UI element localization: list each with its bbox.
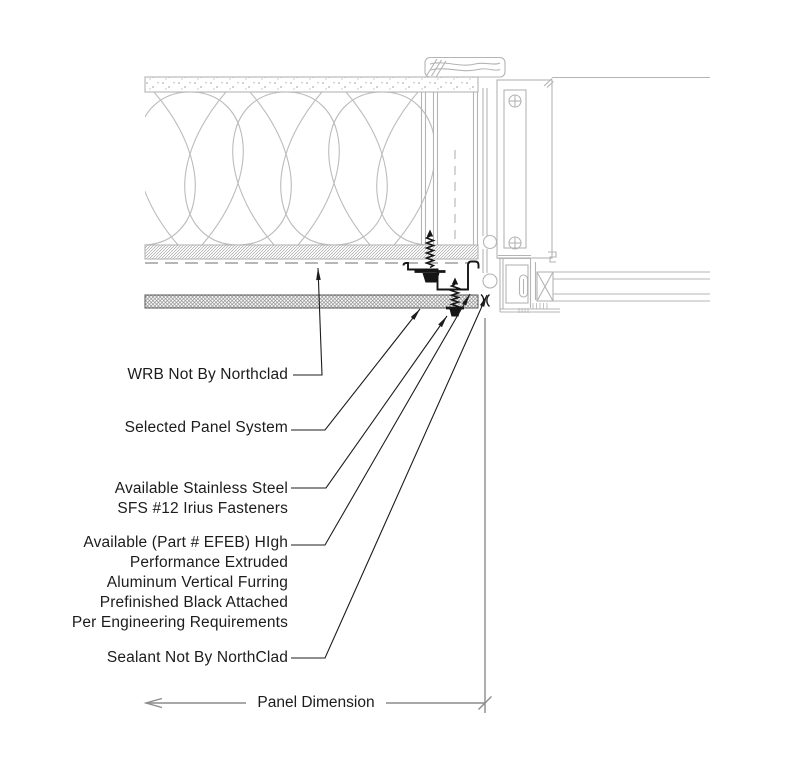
callout-line: Sealant Not By NorthClad [106, 649, 288, 666]
leader-fasteners [291, 316, 447, 488]
selected-panel [145, 295, 478, 308]
batt-insulation-icon [89, 92, 484, 245]
callout-fasteners [115, 479, 288, 519]
panel-dimension-label: Panel Dimension [257, 694, 375, 711]
glazing-spacer-icon [537, 272, 553, 301]
phillips-screw-icon [509, 95, 521, 107]
callout-selected-panel-system [125, 418, 288, 438]
wall-assembly [89, 58, 505, 264]
callout-line: WRB Not By Northclad [127, 366, 288, 383]
callout-line: Aluminum Vertical Furring [106, 574, 288, 591]
callout-furring [72, 533, 288, 633]
wood-blocking-icon [425, 58, 505, 78]
callout-line: SFS #12 Irius Fasteners [117, 500, 288, 517]
leader-panel-system [291, 309, 420, 430]
sill-extrusion [498, 256, 560, 314]
gasket-circle [484, 236, 497, 249]
leader-sealant [291, 295, 487, 658]
callout-line: Available (Part # EFEB) HIgh [83, 534, 288, 551]
callout-line: Performance Extruded [129, 554, 288, 571]
leader-lines [291, 268, 487, 658]
backer-rod-circle [483, 274, 497, 288]
callout-wrb [127, 365, 288, 385]
callout-line: Prefinished Black Attached [99, 594, 288, 611]
furring-channel [404, 262, 479, 290]
leader-wrb [293, 268, 322, 375]
phillips-screw-icon [509, 237, 521, 249]
callout-line: Selected Panel System [124, 419, 288, 436]
sheathing-stipple-band [145, 77, 478, 92]
leader-furring [291, 294, 470, 545]
callout-sealant [107, 648, 288, 668]
metal-stud-lines [422, 92, 478, 245]
window-frame-jamb [483, 78, 710, 314]
glazing-unit [537, 78, 710, 302]
callout-line: Per Engineering Requirements [71, 614, 288, 631]
callout-line: Available Stainless Steel [114, 480, 288, 497]
